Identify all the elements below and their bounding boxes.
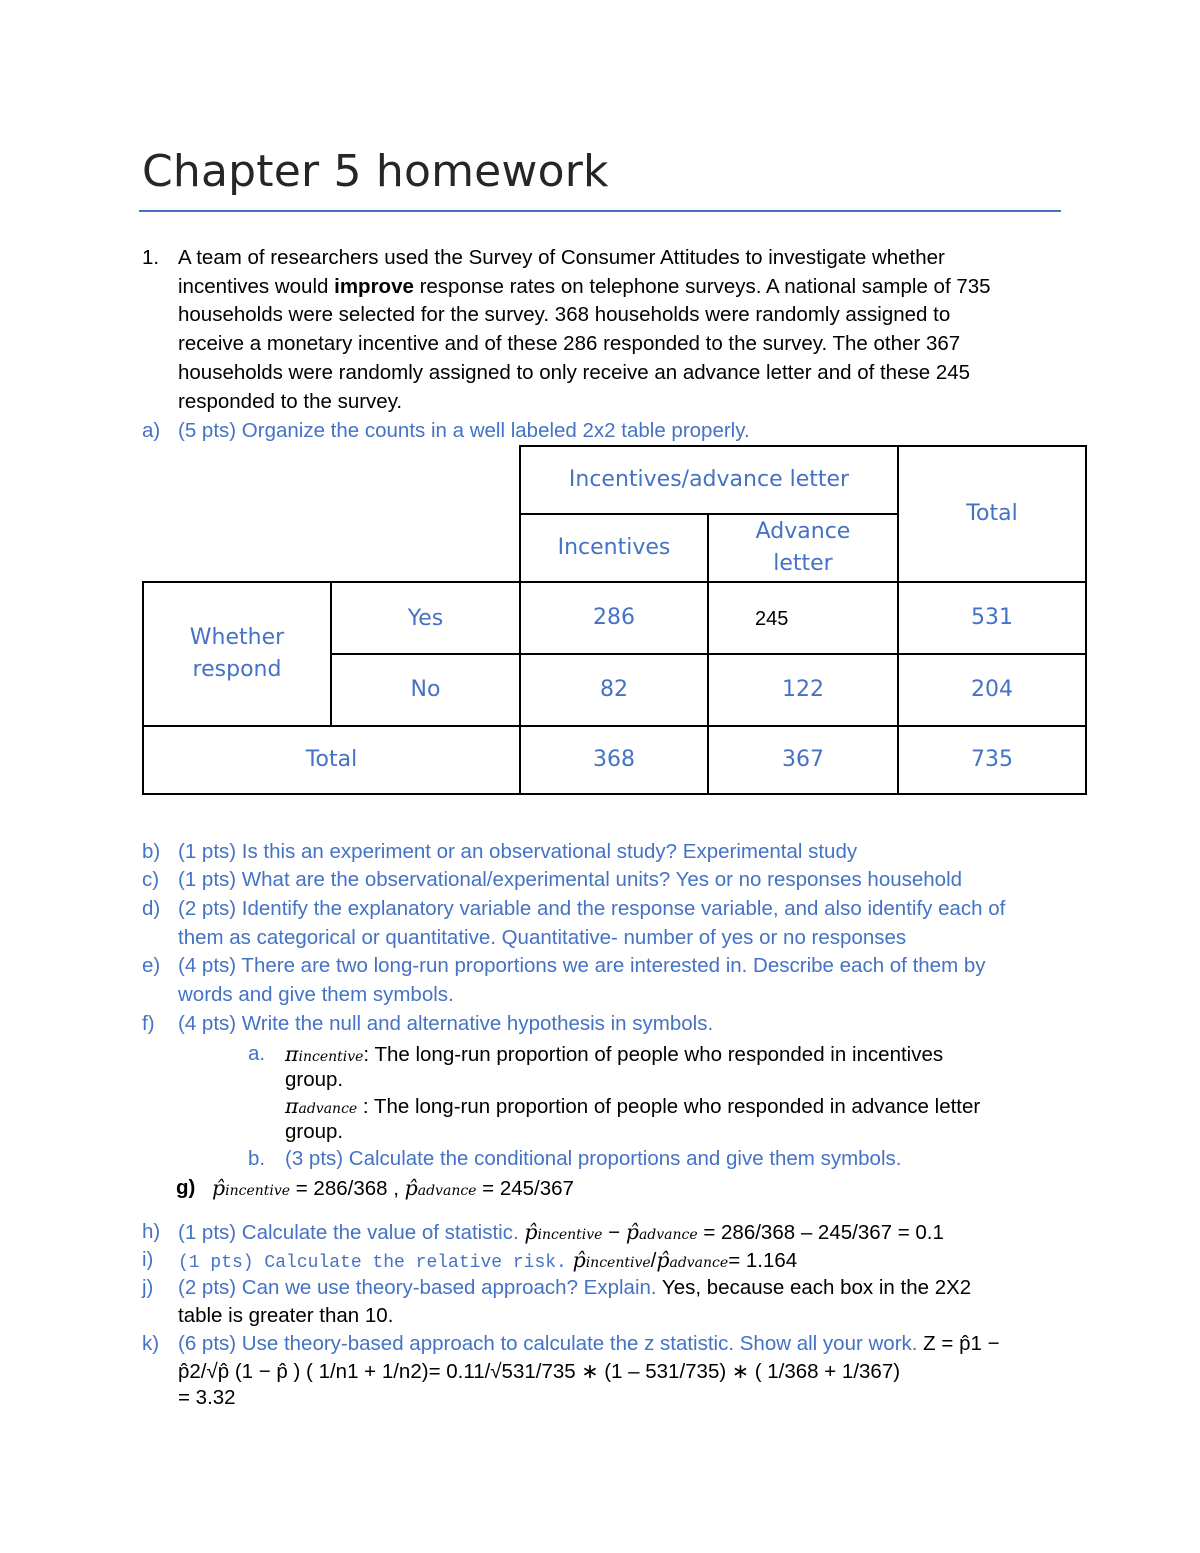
- item-k-text: (6 pts) Use theory-based approach to calculate the z statistic. Show all your work. Z = p̂1 −: [178, 1332, 1000, 1355]
- cell-yes-advance: 245: [707, 581, 899, 655]
- cell-total-advance: 367: [707, 725, 899, 795]
- item-d-label: d): [142, 897, 161, 920]
- item-f-label: f): [142, 1012, 155, 1035]
- item-d-text-2: them as categorical or quantitative. Quantitative- number of yes or no responses: [178, 926, 907, 949]
- sub-a-label: a.: [248, 1042, 266, 1065]
- item-f-text: (4 pts) Write the null and alternative hypothesis in symbols.: [178, 1012, 714, 1035]
- item-h-text: (1 pts) Calculate the value of statistic. p̂incentive − p̂advance = 286/368 – 245/367 = 0.1: [178, 1220, 944, 1244]
- item-e-text-2: words and give them symbols.: [178, 983, 454, 1006]
- pi-incentive-line: πincentive: The long-run proportion of people who responded in incentives: [285, 1042, 944, 1066]
- row-group-header: Whether respond: [142, 581, 332, 727]
- emphasis: improve: [334, 274, 414, 298]
- row-total-header: Total: [142, 725, 521, 795]
- item-e-text: (4 pts) There are two long-run proportions we are interested in. Describe each of them by: [178, 954, 986, 977]
- title-underline: [139, 210, 1061, 212]
- row-no-header: No: [330, 653, 521, 727]
- item-c-text: (1 pts) What are the observational/experimental units? Yes or no responses household: [178, 868, 963, 891]
- item-g-label: g): [176, 1176, 196, 1199]
- cell-no-total: 204: [897, 653, 1087, 727]
- q1-line: A team of researchers used the Survey of Consumer Attitudes to investigate whether: [178, 246, 945, 269]
- item-j-text: (2 pts) Can we use theory-based approach? Explain. Yes, because each box in the 2X2: [178, 1276, 972, 1299]
- item-k-text-3: = 3.32: [178, 1386, 236, 1409]
- q1-line: responded to the survey.: [178, 389, 403, 413]
- cell-yes-incentives: 286: [519, 581, 709, 655]
- item-e-label: e): [142, 954, 161, 977]
- item-c-label: c): [142, 868, 160, 891]
- question-1-text: [178, 244, 1058, 416]
- col-advance-header: Advance letter: [707, 513, 899, 583]
- item-k-text-2: p̂2/√p̂ (1 − p̂ ) ( 1/n1 + 1/n2)= 0.11/√531/735 ∗ (1 – 531/735) ∗ ( 1/368 + 1/367): [178, 1360, 901, 1383]
- q1-line: receive a monetary incentive and of these 286 responded to the survey. The other 367: [178, 332, 961, 356]
- item-a-text: (5 pts) Organize the counts in a well labeled 2x2 table properly.: [178, 419, 750, 442]
- item-h-label: h): [142, 1220, 161, 1243]
- sub-b-label: b.: [248, 1147, 266, 1170]
- item-j-text-2: table is greater than 10.: [178, 1304, 394, 1327]
- item-k-label: k): [142, 1332, 160, 1355]
- cell-no-incentives: 82: [519, 653, 709, 727]
- pi-incentive-line-2: group.: [285, 1068, 344, 1091]
- item-b-text: (1 pts) Is this an experiment or an observational study? Experimental study: [178, 840, 858, 863]
- col-group-header: Incentives/advance letter: [519, 445, 899, 515]
- cell-no-advance: 122: [707, 653, 899, 727]
- row-yes-header: Yes: [330, 581, 521, 655]
- q1-line: households were randomly assigned to only receive an advance letter and of these 245: [178, 360, 971, 384]
- cell-total-incentives: 368: [519, 725, 709, 795]
- q1-line: households were selected for the survey. 368 households were randomly assigned to: [178, 303, 951, 327]
- pi-advance-line-2: group.: [285, 1120, 344, 1143]
- item-d-text: (2 pts) Identify the explanatory variable and the response variable, and also identify each of: [178, 897, 1006, 920]
- item-b-label: b): [142, 840, 161, 863]
- sub-b-text: (3 pts) Calculate the conditional proportions and give them symbols.: [285, 1147, 902, 1170]
- page-title: Chapter 5 homework: [142, 146, 609, 197]
- question-number: 1.: [142, 246, 160, 269]
- pi-advance-line: πadvance : The long-run proportion of people who responded in advance letter: [285, 1094, 981, 1118]
- total-col-header: Total: [897, 445, 1087, 583]
- item-j-label: j): [142, 1276, 154, 1299]
- cell-grand-total: 735: [897, 725, 1087, 795]
- item-g-text: p̂incentive = 286/368 , p̂advance = 245/367: [212, 1176, 574, 1200]
- cell-yes-total: 531: [897, 581, 1087, 655]
- item-i-text: (1 pts) Calculate the relative risk. p̂incentive/p̂advance= 1.164: [178, 1248, 798, 1273]
- q1-line: incentives would improve response rates on telephone surveys. A national sample of 735: [178, 274, 991, 298]
- item-a-label: a): [142, 419, 161, 442]
- col-incentives-header: Incentives: [519, 513, 709, 583]
- item-i-label: i): [142, 1248, 154, 1271]
